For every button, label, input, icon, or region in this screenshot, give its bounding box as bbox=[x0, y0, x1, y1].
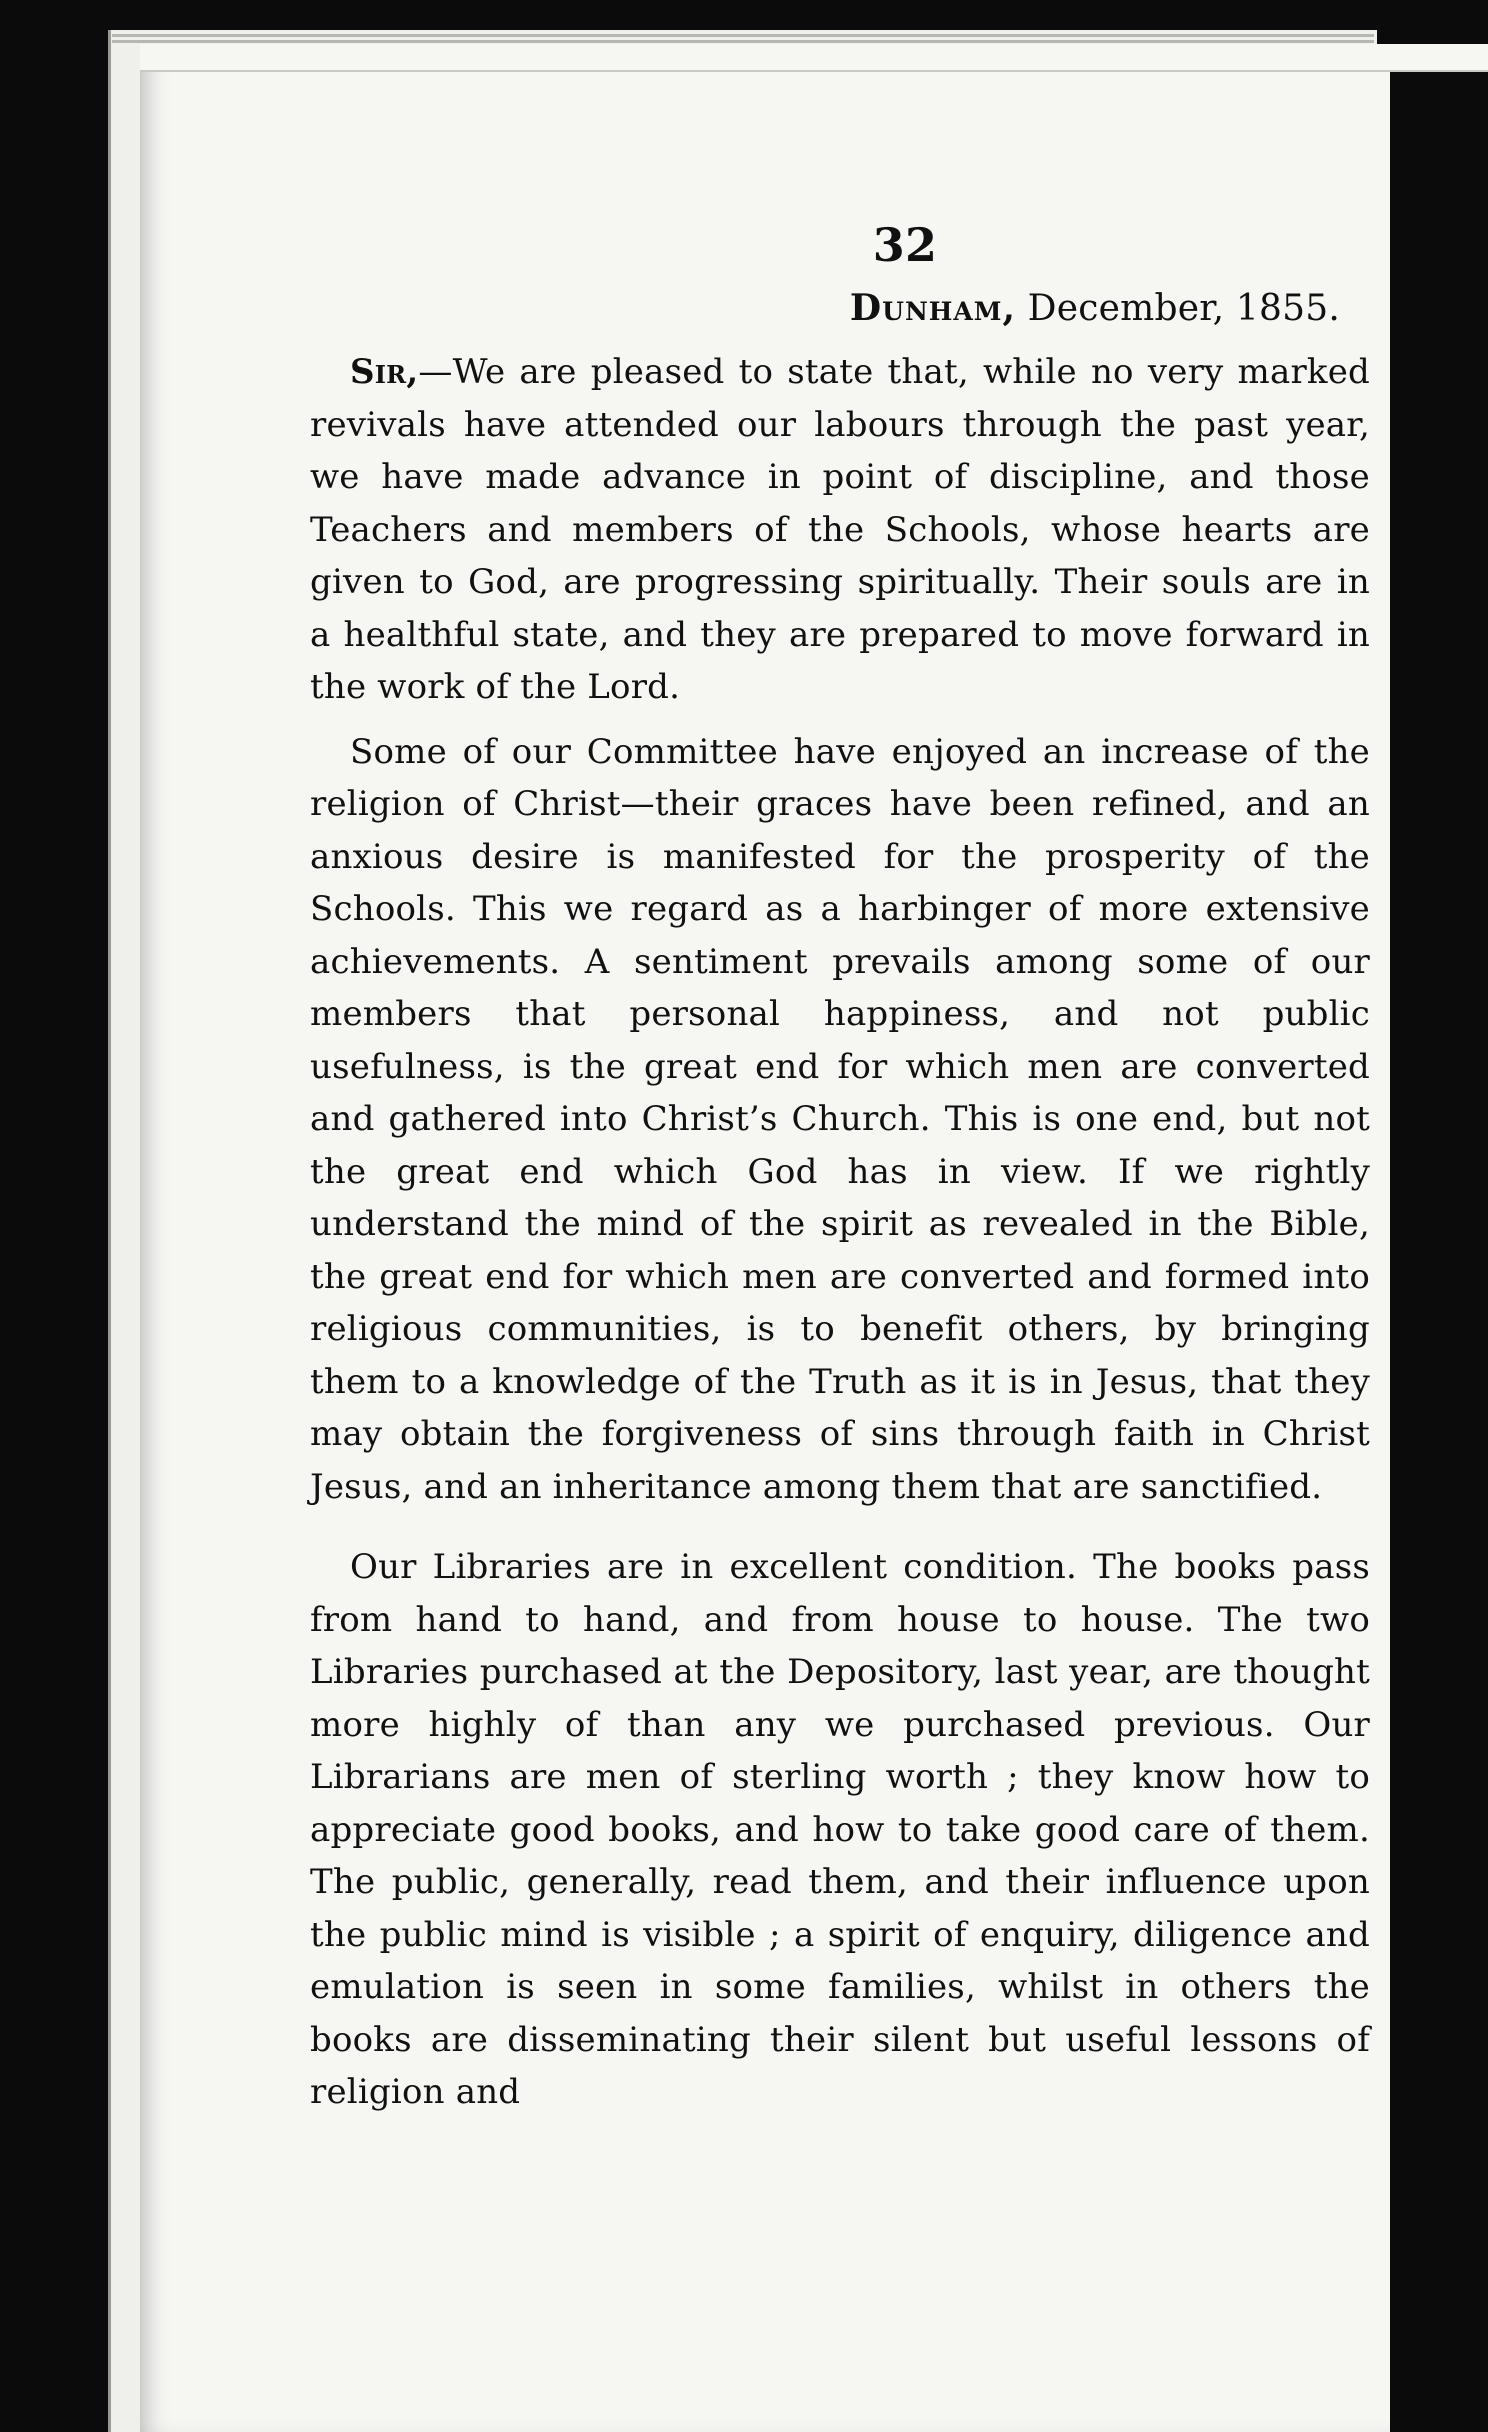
paragraph: Some of our Committee have enjoyed an increase of the religion of Christ—their graces have been refined, and an anxious desire is manifested for the prosperity of the Schools. This we regard as a harbinger of more extensive achievements. A sentiment prevails among some of our members that personal happiness, and not public usefulness, is the great end for which men are converted and gathered into Christ’s Church. This is one end, but not the great end which God has in view. If we rightly understand the mind of the spirit as revealed in the Bible, the great end for which men are converted and formed into religious communities, is to benefit others, by bringing them to a knowledge of the Truth as it is in Jesus, that they may obtain the forgiveness of sins through faith in Christ Jesus, and an inheritance among them that are sanctified. bbox=[310, 731, 1370, 1507]
page-top-edge bbox=[140, 44, 1488, 72]
dateline-date: December, 1855. bbox=[1016, 288, 1340, 329]
paragraph: Our Libraries are in excellent condition. The books pass from hand to hand, and from house to house. The two Libraries purchased at the Depository, last year, are thought more highly of than any we purchased previous. Our Librarians are men of sterling worth ; they know how to appreciate good books, and how to take good care of them. The public, generally, read them, and their influence upon the public mind is visible ; a spirit of enquiry, diligence and emulation is seen in some families, whilst in others the books are disseminating their silent but useful lessons of religion and bbox=[310, 1547, 1370, 2112]
page-text bbox=[310, 215, 1370, 2119]
page-number: 32 bbox=[872, 218, 938, 272]
paragraph bbox=[310, 346, 1370, 714]
salutation: Sir, bbox=[350, 352, 419, 392]
paragraph-text: —We are pleased to state that, while no very marked revivals have attended our labours through the past year, we have made advance in point of discipline, and those Teachers and members of the Schools, whose hearts are given to God, are progressing spiritually. Their souls are in a healthful state, and they are prepared to move forward in the work of the Lord. bbox=[310, 352, 1370, 707]
dateline-place: Dunham, bbox=[849, 287, 1017, 329]
dateline bbox=[310, 277, 1370, 340]
page-stack-line bbox=[112, 40, 1374, 43]
page-stack-line bbox=[112, 34, 1374, 37]
